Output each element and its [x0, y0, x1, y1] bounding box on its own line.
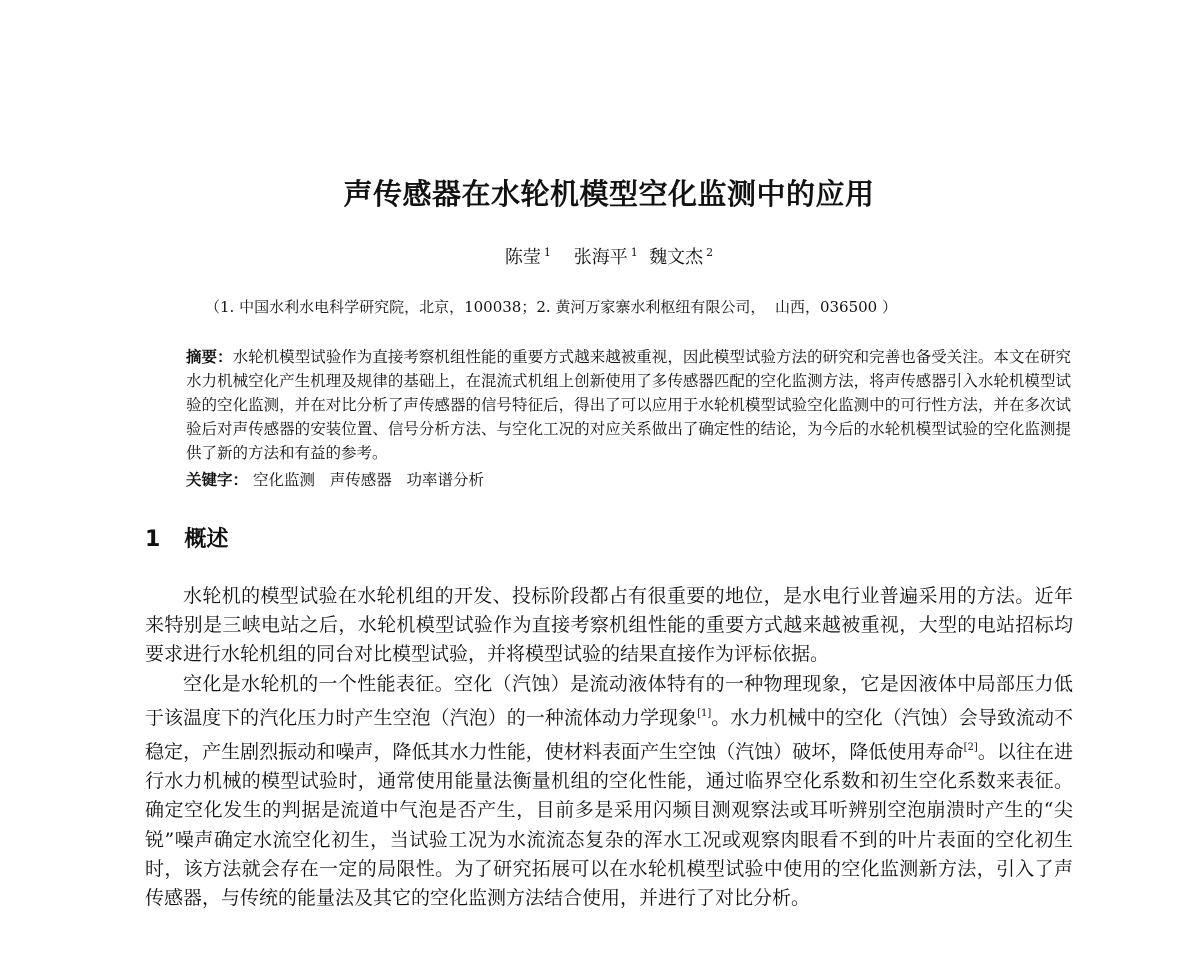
abstract-text: 水轮机模型试验作为直接考察机组性能的重要方式越来越被重视，因此模型试验方法的研究和完善也备受关注。本文在研究水力机械空化产生机理及规律的基础上，在混流式机组上创新使用了多传感器匹配的空化监测方法，将声传感器引入水轮机模型试验的空化监测，并在对比分析了声传感器的信号特征后，得出了可以应用于水轮机模型试验空化监测中的可行性方法，并在多次试验后对声传感器的安装位置、信号分析方法、与空化工况的对应关系做出了确定性的结论，为今后的水轮机模型试验的空化监测提供了新的方法和有益的参考。 — [186, 348, 1071, 462]
abstract-label: 摘要： — [186, 348, 233, 366]
section-body — [145, 582, 1073, 913]
paper-title: 声传感器在水轮机模型空化监测中的应用 — [343, 177, 875, 211]
paragraph-text: 。水力机械中的空化（汽蚀）会导致流动不稳定，产生剧烈振动和噪声，降低其水力性能，使材料表面产生空蚀（汽蚀）破坏，降低使用寿命 — [145, 706, 1073, 764]
author-affiliation-mark: 1 — [543, 246, 551, 259]
body-paragraph: 水轮机的模型试验在水轮机组的开发、投标阶段都占有很重要的地位，是水电行业普遍采用的方法。近年来特别是三峡电站之后，水轮机模型试验作为直接考察机组性能的重要方式越来越被重视，大型的电站招标均要求进行水轮机组的同台对比模型试验，并将模型试验的结果直接作为评标依据。 — [145, 585, 1073, 666]
body-paragraph — [145, 670, 1073, 914]
keyword-item: 功率谱分析 — [406, 471, 485, 489]
section-heading — [145, 522, 228, 553]
author-affiliation-mark: 2 — [706, 246, 714, 259]
author-affiliation-mark: 1 — [630, 246, 638, 259]
affiliation-line: （1. 中国水利水电科学研究院，北京，100038；2. 黄河万家寨水利枢纽有限公司， 山西，036500 ） — [205, 298, 897, 316]
citation-ref: [2] — [963, 742, 978, 754]
paragraph-text: 空化是水轮机的一个性能表征。空化（汽蚀）是流动液体特有的一种物理现象，它是因液体中局部压力低于该温度下的汽化压力时产生空泡（汽泡）的一种流体动力学现象 — [145, 672, 1073, 729]
author-name: 张海平 — [573, 247, 628, 268]
author-name: 魏文杰 — [649, 247, 704, 268]
author-list — [0, 243, 1200, 269]
section-title: 概述 — [184, 527, 229, 552]
keywords — [186, 468, 484, 490]
citation-ref: [1] — [697, 707, 712, 719]
abstract — [186, 345, 1071, 465]
keyword-item: 声传感器 — [329, 471, 392, 489]
keyword-item: 空化监测 — [252, 471, 315, 489]
keywords-label: 关键字： — [186, 471, 249, 489]
author-name: 陈莹 — [504, 247, 541, 268]
paragraph-text: 。以往在进行水力机械的模型试验时，通常使用能量法衡量机组的空化性能，通过临界空化系数和初生空化系数来表征。确定空化发生的判据是流道中气泡是否产生，目前多是采用闪频目测观察法或耳听辨别空泡崩溃时产生的“尖锐”噪声确定水流空化初生，当试验工况为水流流态复杂的浑水工况或观察肉眼看不到的叶片表面的空化初生时，该方法就会存在一定的局限性。为了研究拓展可以在水轮机模型试验中使用的空化监测新方法，引入了声传感器，与传统的能量法及其它的空化监测方法结合使用，并进行了对比分析。 — [145, 741, 1073, 910]
section-number: 1 — [145, 527, 161, 552]
